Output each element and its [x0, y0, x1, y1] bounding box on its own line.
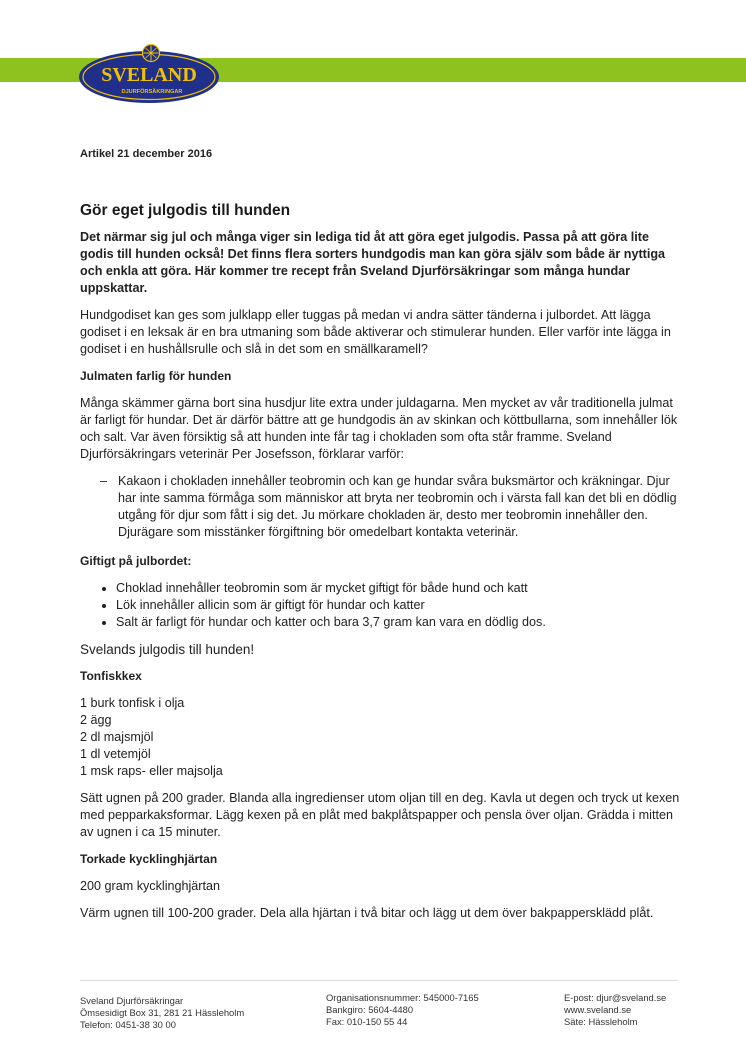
- footer-phone: Telefon: 0451-38 30 00: [80, 1019, 176, 1030]
- footer-seat: Säte: Hässleholm: [564, 1016, 638, 1027]
- logo-subtext: DJURFÖRSÄKRINGAR: [121, 89, 183, 95]
- recipe-title-kycklinghjartan: Torkade kycklinghjärtan: [80, 852, 218, 866]
- recipe-instructions-tonfiskkex: Sätt ugnen på 200 grader. Blanda alla ingredienser utom oljan till en deg. Kavla ut degen och tryck ut kexen med pepparkaksformar. Lägg kexen på en plåt med bakplåtspapper och pensla över oljan. Grädda i mitten av ugnen i ca 15 minuter.: [80, 791, 680, 839]
- ingredient-item: 2 ägg: [80, 713, 112, 727]
- recipe-instructions-kycklinghjartan: Värm ugnen till 100-200 grader. Dela alla hjärtan i två bitar och lägg ut dem över bakpappersklädd plåt.: [80, 906, 654, 920]
- footer-divider: [80, 980, 678, 981]
- article-date: Artikel 21 december 2016: [80, 148, 213, 160]
- sveland-logo: [78, 40, 220, 106]
- quote-text: Kakaon i chokladen innehåller teobromin och kan ge hundar svåra buksmärtor och kräkningar. Djur har inte samma förmåga som människor att bryta ner teobromin och i värsta fall kan det bli en dödlig utgång för djur som fått i sig det. Ju mörkare chokladen är, desto mer teobromin innehåller den. Djurägare som misstänker förgiftning bör omedelbart kontakta veterinär.: [118, 474, 677, 539]
- ingredient-item: 1 burk tonfisk i olja: [80, 696, 185, 710]
- article-lead: Det närmar sig jul och många viger sin lediga tid åt att göra eget julgodis. Passa på att göra lite godis till hunden också! Det finns flera sorters hundgodis man kan göra själv som både är nyttiga och enkla att göra. Här kommer tre recept från Sveland Djurförsäkringar som många hundar uppskattar.: [80, 230, 666, 295]
- article-intro: Hundgodiset kan ges som julklapp eller tuggas på medan vi andra sätter tänderna i julbordet. Att lägga godiset i en leksak är en bra utmaning som både aktiverar och stimulerar hunden. Eller varför inte lägga in godiset i en hushållsrulle och slå in det som en smällkaramell?: [80, 308, 671, 356]
- poison-list: [80, 580, 680, 631]
- dash-marker: –: [100, 474, 108, 488]
- article-title: Gör eget julgodis till hunden: [80, 202, 291, 219]
- sveland-logo-graphic: [78, 40, 220, 106]
- footer-fax: Fax: 010-150 55 44: [326, 1016, 408, 1027]
- section-text-julmaten: Många skämmer gärna bort sina husdjur lite extra under juldagarna. Men mycket av vår traditionella julmat är farligt för hundar. Det är därför bättre att ge hundgodis än av skinkan och köttbullarna, som innehåller lök och salt. Var även försiktig så att hunden inte får tag i chokladen som ofta står framme. Sveland Djurförsäkringars veterinär Per Josefsson, förklarar varför:: [80, 396, 678, 461]
- poison-list-item: • Choklad innehåller teobromin som är mycket giftigt för både hund och katt: [116, 580, 680, 597]
- quote-item: [100, 473, 680, 541]
- footer-address: Ömsesidigt Box 31, 281 21 Hässleholm: [80, 1007, 245, 1018]
- footer-contact-column: [564, 992, 666, 1028]
- section-heading-recipes: Svelands julgodis till hunden!: [80, 642, 255, 657]
- recipe-title-tonfiskkex: Tonfiskkex: [80, 669, 142, 683]
- section-heading-giftigt: Giftigt på julbordet:: [80, 554, 192, 568]
- logo-wordmark: SVELAND: [101, 64, 197, 86]
- ingredient-item: 200 gram kycklinghjärtan: [80, 879, 221, 893]
- footer-org-number: Organisationsnummer: 545000-7165: [326, 992, 479, 1003]
- ingredient-item: 1 msk raps- eller majsolja: [80, 764, 223, 778]
- ingredient-item: 1 dl vetemjöl: [80, 747, 151, 761]
- article-body: [80, 146, 680, 932]
- veterinarian-quote: [100, 473, 680, 541]
- ingredient-list-tonfiskkex: [80, 695, 680, 780]
- footer-company: Sveland Djurförsäkringar: [80, 995, 184, 1006]
- section-heading-julmaten: Julmaten farlig för hunden: [80, 369, 232, 383]
- footer-bankgiro: Bankgiro: 5604-4480: [326, 1004, 414, 1015]
- poison-list-item: • Lök innehåller allicin som är giftigt för hundar och katter: [116, 597, 680, 614]
- footer-email: E-post: djur@sveland.se: [564, 992, 667, 1003]
- footer-registration-column: [326, 992, 479, 1028]
- ingredient-item: 2 dl majsmjöl: [80, 730, 154, 744]
- footer-address-column: [80, 995, 244, 1031]
- footer-website: www.sveland.se: [564, 1004, 632, 1015]
- poison-list-item: • Salt är farligt för hundar och katter och bara 3,7 gram kan vara en dödlig dos.: [116, 614, 680, 631]
